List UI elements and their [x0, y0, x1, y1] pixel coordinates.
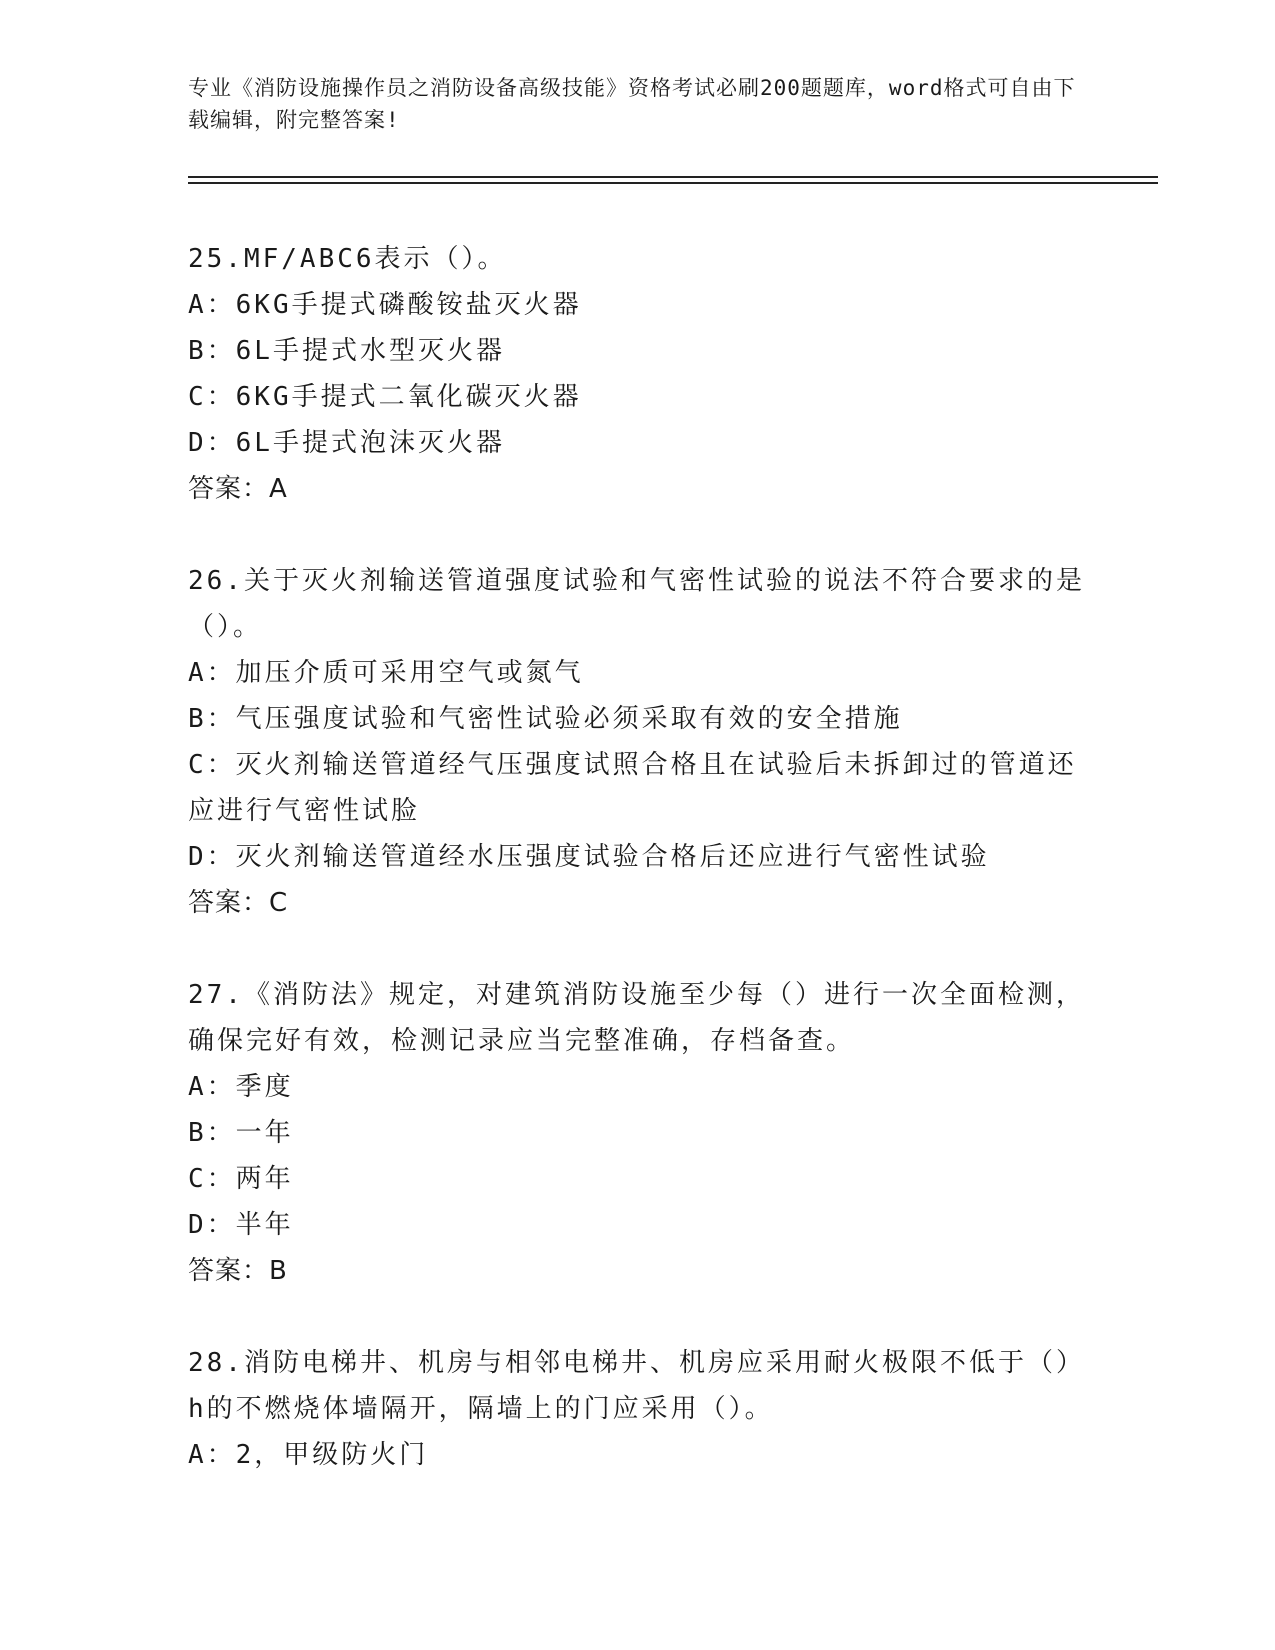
option-a: A：6KG手提式磷酸铵盐灭火器 — [188, 290, 582, 320]
question-text: 25.MF/ABC6表示（）。 — [188, 244, 507, 274]
question-25 — [188, 236, 1088, 512]
document-header: 专业《消防设施操作员之消防设备高级技能》资格考试必刷200题题库，word格式可自由下载编辑，附完整答案! — [188, 76, 1076, 132]
answer-text: 答案：A — [188, 474, 288, 504]
option-d: D：灭火剂输送管道经水压强度试验合格后还应进行气密性试验 — [188, 842, 990, 872]
option-c: C：灭火剂输送管道经气压强度试照合格且在试验后未拆卸过的管道还应进行气密性试脸 — [188, 750, 1077, 826]
answer-text: 答案：C — [188, 888, 289, 918]
option-b: B：一年 — [188, 1118, 294, 1148]
option-a: A：季度 — [188, 1072, 294, 1102]
question-28 — [188, 1340, 1088, 1478]
question-list — [188, 236, 1088, 1524]
header-divider-top — [188, 176, 1158, 178]
option-d: D：半年 — [188, 1210, 294, 1240]
option-c: C：6KG手提式二氧化碳灭火器 — [188, 382, 582, 412]
option-a: A：加压介质可采用空气或氮气 — [188, 658, 584, 688]
question-text: 26.关于灭火剂输送管道强度试验和气密性试验的说法不符合要求的是（）。 — [188, 566, 1085, 642]
question-text: 27.《消防法》规定，对建筑消防设施至少每（）进行一次全面检测，确保完好有效，检测记录应当完整准确，存档备查。 — [188, 980, 1085, 1056]
header-divider-bottom — [188, 182, 1158, 184]
option-c: C：两年 — [188, 1164, 294, 1194]
option-d: D：6L手提式泡沫灭火器 — [188, 428, 505, 458]
option-b: B：6L手提式水型灭火器 — [188, 336, 505, 366]
option-a: A：2，甲级防火门 — [188, 1440, 429, 1470]
question-27 — [188, 972, 1088, 1294]
question-text: 28.消防电梯井、机房与相邻电梯井、机房应采用耐火极限不低于（）h的不燃烧体墙隔开，隔墙上的门应采用（）。 — [188, 1348, 1085, 1424]
answer-text: 答案：B — [188, 1256, 288, 1286]
question-26 — [188, 558, 1088, 926]
option-b: B：气压强度试验和气密性试验必须采取有效的安全措施 — [188, 704, 903, 734]
